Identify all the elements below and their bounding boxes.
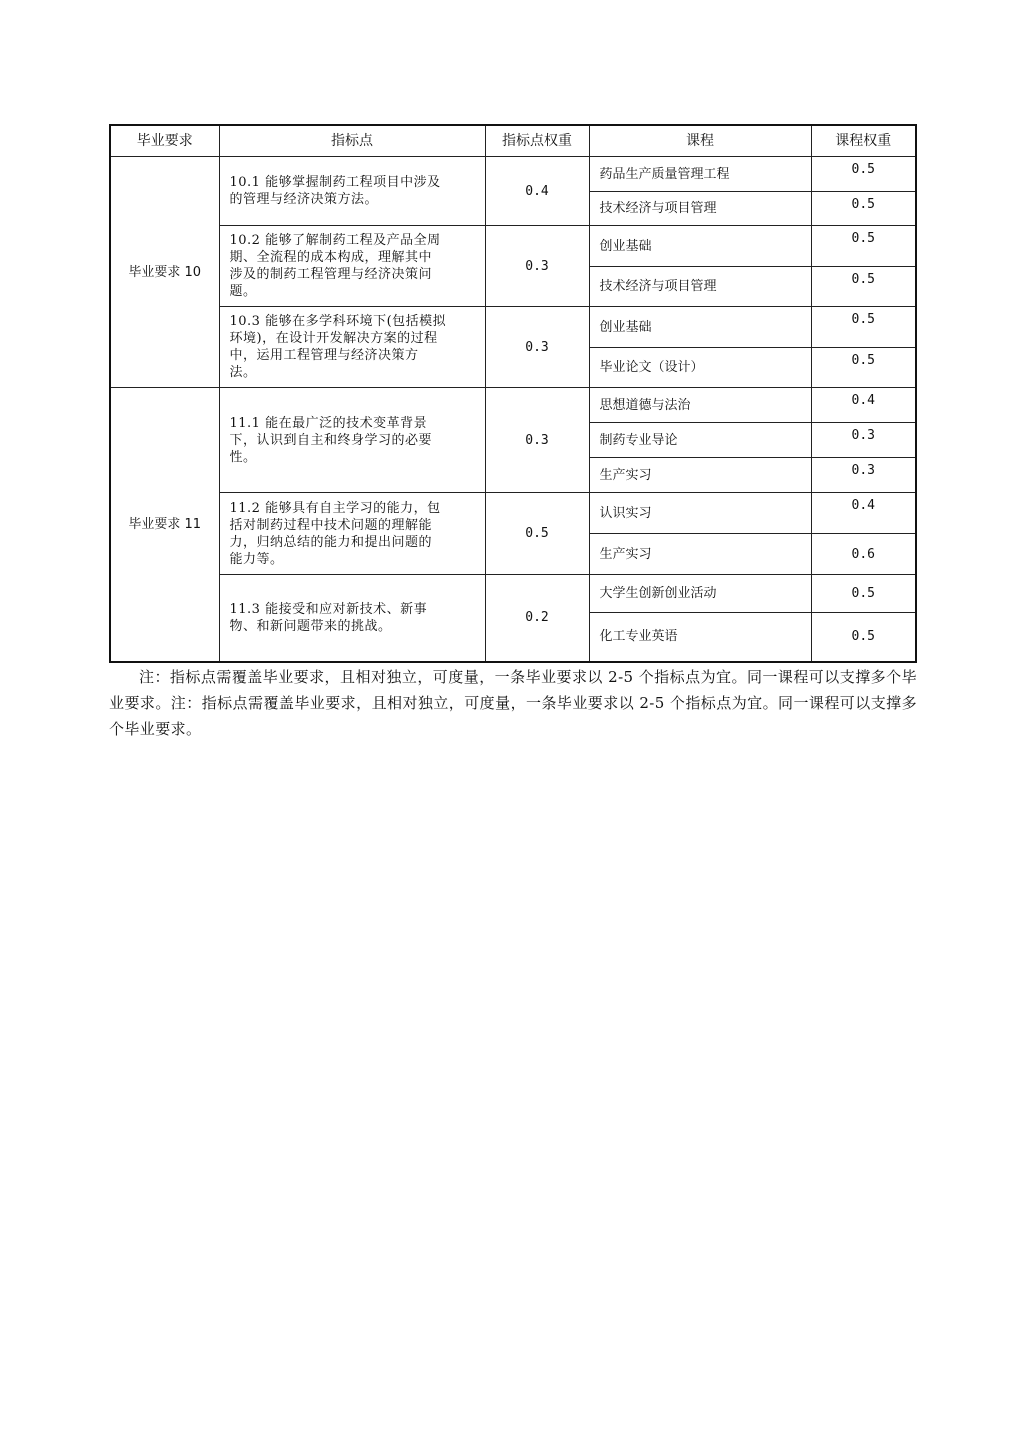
- course-cell: 大学生创新创业活动: [589, 575, 811, 613]
- indicator-cell: [219, 226, 485, 307]
- indicator-weight-cell: 0.4: [485, 157, 589, 226]
- header-course-weight: 课程权重: [811, 125, 916, 157]
- requirement-cell: 毕业要求 11: [110, 388, 219, 662]
- indicator-line: 期、全流程的成本构成，理解其中: [229, 250, 433, 265]
- indicator-line: 11.2 能够具有自主学习的能力，包: [229, 500, 441, 516]
- table-row: [110, 493, 916, 534]
- course-cell: 生产实习: [589, 458, 811, 493]
- course-weight-cell: 0.5: [811, 613, 916, 662]
- course-cell: 生产实习: [589, 534, 811, 575]
- course-weight-cell: 0.4: [811, 493, 916, 534]
- indicator-cell: [219, 307, 485, 388]
- header-indicator-weight: 指标点权重: [485, 125, 589, 157]
- indicator-cell: [219, 575, 485, 662]
- course-cell: 认识实习: [589, 493, 811, 534]
- course-cell: 思想道德与法治: [589, 388, 811, 423]
- indicator-line: 下，认识到自主和终身学习的必要: [229, 432, 433, 448]
- indicator-line: 能力等。: [229, 551, 284, 567]
- course-cell: 创业基础: [589, 307, 811, 348]
- course-cell: 创业基础: [589, 226, 811, 267]
- indicator-line: 10.1 能够掌握制药工程项目中涉及: [229, 175, 441, 190]
- course-cell: 技术经济与项目管理: [589, 192, 811, 226]
- course-cell: 技术经济与项目管理: [589, 267, 811, 307]
- indicator-line: 题。: [229, 284, 257, 299]
- course-weight-cell: 0.3: [811, 458, 916, 493]
- indicator-cell: [219, 388, 485, 493]
- course-cell: 药品生产质量管理工程: [589, 157, 811, 192]
- graduation-requirements-table: [109, 124, 917, 663]
- indicator-line: 法。: [229, 365, 257, 380]
- course-weight-cell: 0.5: [811, 267, 916, 307]
- indicator-cell: [219, 493, 485, 575]
- table-row: [110, 575, 916, 613]
- header-course: 课程: [589, 125, 811, 157]
- requirement-cell: 毕业要求 10: [110, 157, 219, 388]
- course-weight-cell: 0.5: [811, 157, 916, 192]
- table-row: [110, 226, 916, 267]
- course-cell: 制药专业导论: [589, 423, 811, 458]
- header-indicator: 指标点: [219, 125, 485, 157]
- table-row: [110, 157, 916, 192]
- indicator-weight-cell: 0.3: [485, 226, 589, 307]
- indicator-weight-cell: 0.5: [485, 493, 589, 575]
- indicator-line: 性。: [229, 449, 257, 465]
- course-cell: 毕业论文（设计）: [589, 348, 811, 388]
- indicator-line: 中，运用工程管理与经济决策方: [229, 348, 419, 363]
- indicator-weight-cell: 0.3: [485, 307, 589, 388]
- indicator-weight-cell: 0.3: [485, 388, 589, 493]
- course-weight-cell: 0.6: [811, 534, 916, 575]
- indicator-cell: [219, 157, 485, 226]
- course-weight-cell: 0.4: [811, 388, 916, 423]
- table-row: [110, 307, 916, 348]
- course-weight-cell: 0.3: [811, 423, 916, 458]
- indicator-line: 11.3 能接受和应对新技术、新事: [229, 601, 428, 617]
- course-weight-cell: 0.5: [811, 348, 916, 388]
- indicator-line: 力，归纳总结的能力和提出问题的: [229, 534, 433, 550]
- indicator-line: 括对制药过程中技术问题的理解能: [229, 517, 433, 533]
- course-cell: 化工专业英语: [589, 613, 811, 662]
- course-weight-cell: 0.5: [811, 226, 916, 267]
- indicator-line: 10.2 能够了解制药工程及产品全周: [229, 233, 441, 248]
- indicator-weight-cell: 0.2: [485, 575, 589, 662]
- table-row: [110, 388, 916, 423]
- course-weight-cell: 0.5: [811, 192, 916, 226]
- indicator-line: 环境)，在设计开发解决方案的过程: [229, 331, 438, 346]
- indicator-line: 物、和新问题带来的挑战。: [229, 618, 392, 634]
- indicator-line: 10.3 能够在多学科环境下(包括模拟: [229, 314, 447, 329]
- course-weight-cell: 0.5: [811, 575, 916, 613]
- indicator-line: 11.1 能在最广泛的技术变革背景: [229, 415, 428, 431]
- table-header-row: [110, 125, 916, 157]
- header-requirement: 毕业要求: [110, 125, 219, 157]
- indicator-line: 的管理与经济决策方法。: [229, 192, 379, 207]
- indicator-line: 涉及的制药工程管理与经济决策问: [229, 267, 433, 282]
- course-weight-cell: 0.5: [811, 307, 916, 348]
- table-footnote: 注：指标点需覆盖毕业要求，且相对独立，可度量，一条毕业要求以 2-5 个指标点为宜。同一课程可以支撑多个毕业要求。注：指标点需覆盖毕业要求，且相对独立，可度量，一条毕业要求以 2-5 个指标点为宜。同一课程可以支撑多个毕业要求。: [109, 668, 917, 738]
